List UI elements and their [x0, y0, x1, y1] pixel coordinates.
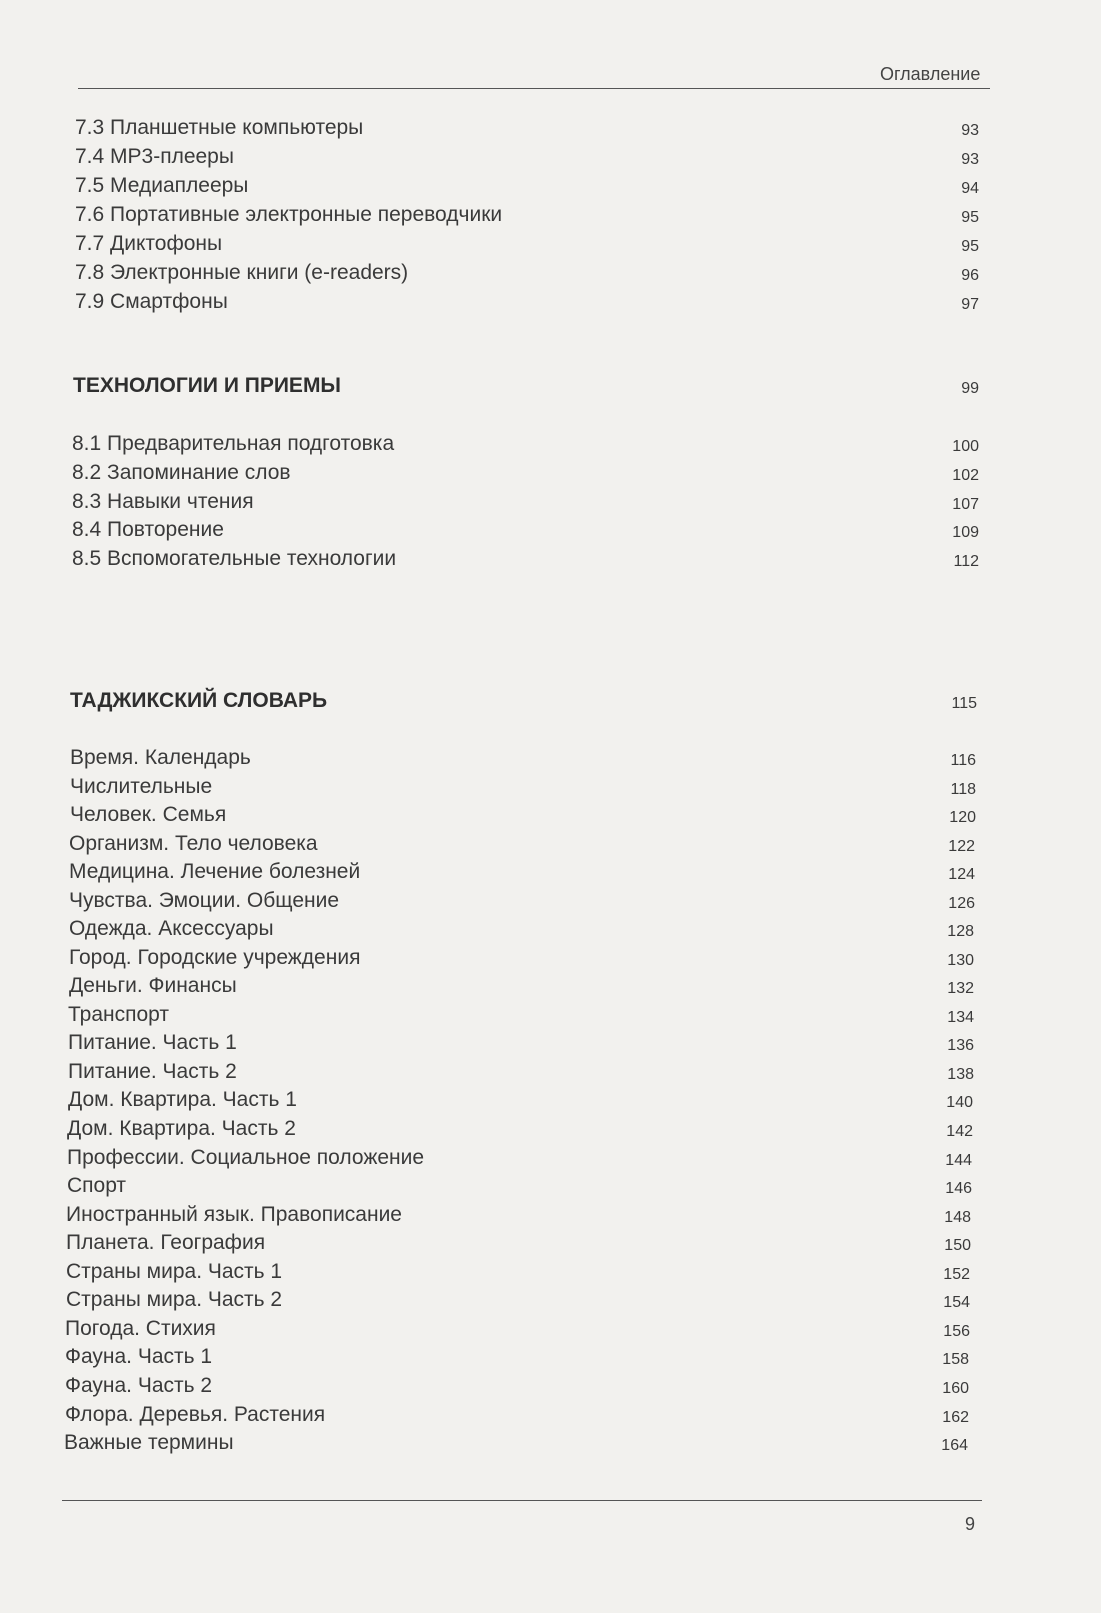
- toc-entry-page: 109: [952, 524, 979, 541]
- toc-entry-title: Город. Городские учреждения: [69, 946, 361, 969]
- toc-entry-title: 8.5 Вспомогательные технологии: [72, 547, 397, 570]
- toc-entry-page: 120: [949, 809, 976, 826]
- toc-entry-page: 118: [950, 781, 976, 798]
- toc-entry-title: 8.2 Запоминание слов: [72, 461, 291, 484]
- section-page: 99: [961, 380, 979, 397]
- footer-rule: [62, 1500, 982, 1501]
- toc-entry-page: 126: [948, 895, 975, 912]
- toc-entry-page: 95: [961, 238, 979, 255]
- toc-entry-title: Чувства. Эмоции. Общение: [69, 889, 340, 912]
- toc-entry-title: Время. Календарь: [70, 746, 251, 769]
- toc-entry-title: Страны мира. Часть 2: [66, 1288, 283, 1311]
- toc-entry-title: Числительные: [70, 775, 213, 798]
- toc-entry-page: 164: [941, 1437, 968, 1454]
- toc-entry-page: 158: [942, 1351, 969, 1368]
- toc-entry-title: Важные термины: [64, 1431, 234, 1454]
- toc-entry-page: 156: [943, 1323, 970, 1340]
- toc-entry-title: Медицина. Лечение болезней: [69, 860, 361, 883]
- toc-entry-page: 142: [946, 1123, 973, 1140]
- toc-entry-title: 7.7 Диктофоны: [75, 232, 223, 255]
- toc-entry-page: 122: [948, 838, 975, 855]
- toc-entry-title: 7.5 Медиаплееры: [75, 174, 249, 197]
- toc-entry-page: 102: [952, 467, 979, 484]
- toc-entry-page: 134: [947, 1009, 974, 1026]
- toc-entry-page: 96: [961, 267, 979, 284]
- header-rule: [78, 88, 990, 89]
- toc-entry-page: 132: [947, 980, 974, 997]
- toc-entry-page: 130: [947, 952, 974, 969]
- toc-entry-title: Планета. География: [66, 1231, 266, 1254]
- toc-entry-page: 152: [943, 1266, 970, 1283]
- toc-entry-page: 107: [952, 496, 979, 513]
- toc-entry-title: 8.1 Предварительная подготовка: [72, 432, 395, 455]
- toc-entry-title: 7.8 Электронные книги (e-readers): [75, 261, 409, 284]
- toc-entry-page: 136: [947, 1037, 974, 1054]
- toc-entry-page: 97: [961, 296, 979, 313]
- toc-entry-page: 116: [950, 752, 976, 769]
- toc-entry-page: 154: [943, 1294, 970, 1311]
- toc-entry-page: 160: [942, 1380, 969, 1397]
- toc-entry-page: 128: [947, 923, 974, 940]
- toc-entry-title: Фауна. Часть 1: [65, 1345, 213, 1368]
- toc-entry-title: 8.4 Повторение: [72, 518, 224, 541]
- toc-entry-title: Фауна. Часть 2: [65, 1374, 213, 1397]
- toc-entry-page: 95: [961, 209, 979, 226]
- toc-entry-page: 124: [948, 866, 975, 883]
- toc-entry-title: 7.3 Планшетные компьютеры: [75, 116, 364, 139]
- toc-entry-page: 94: [961, 180, 979, 197]
- toc-entry-title: Человек. Семья: [70, 803, 227, 826]
- running-header: Оглавление: [880, 64, 981, 84]
- toc-entry-page: 100: [952, 438, 979, 455]
- toc-entry-page: 112: [953, 553, 979, 570]
- toc-entry-title: 7.4 МР3-плееры: [75, 145, 234, 168]
- toc-entry-title: Иностранный язык. Правописание: [66, 1203, 402, 1226]
- toc-entry-page: 146: [945, 1180, 972, 1197]
- toc-entry-title: Питание. Часть 1: [68, 1031, 237, 1054]
- toc-entry-title: Организм. Тело человека: [69, 832, 318, 855]
- page-number: 9: [965, 1514, 976, 1534]
- toc-entry-title: Питание. Часть 2: [68, 1060, 237, 1083]
- toc-entry-page: 140: [946, 1094, 973, 1111]
- toc-entry-title: Дом. Квартира. Часть 1: [68, 1088, 297, 1111]
- toc-entry-title: 8.3 Навыки чтения: [72, 490, 254, 513]
- section-title: ТАДЖИКСКИЙ СЛОВАРЬ: [70, 689, 328, 712]
- section-page: 115: [951, 695, 977, 712]
- toc-entry-title: Спорт: [67, 1174, 127, 1197]
- toc-entry-title: Погода. Стихия: [65, 1317, 216, 1340]
- toc-entry-page: 148: [944, 1209, 971, 1226]
- toc-entry-title: Транспорт: [68, 1003, 169, 1026]
- toc-entry-title: Страны мира. Часть 1: [66, 1260, 283, 1283]
- toc-entry-title: Флора. Деревья. Растения: [65, 1403, 326, 1426]
- toc-entry-page: 93: [961, 151, 979, 168]
- section-title: ТЕХНОЛОГИИ И ПРИЕМЫ: [73, 374, 341, 397]
- toc-entry-title: Деньги. Финансы: [69, 974, 237, 997]
- toc-entry-page: 93: [961, 122, 979, 139]
- toc-entry-title: Профессии. Социальное положение: [67, 1146, 425, 1169]
- toc-entry-title: Дом. Квартира. Часть 2: [67, 1117, 296, 1140]
- toc-entry-page: 144: [945, 1152, 972, 1169]
- toc-entry-title: Одежда. Аксессуары: [69, 917, 274, 940]
- toc-entry-page: 162: [942, 1409, 969, 1426]
- toc-entry-title: 7.6 Портативные электронные переводчики: [75, 203, 503, 226]
- toc-entry-page: 138: [947, 1066, 974, 1083]
- toc-entry-page: 150: [944, 1237, 971, 1254]
- toc-entry-title: 7.9 Смартфоны: [75, 290, 228, 313]
